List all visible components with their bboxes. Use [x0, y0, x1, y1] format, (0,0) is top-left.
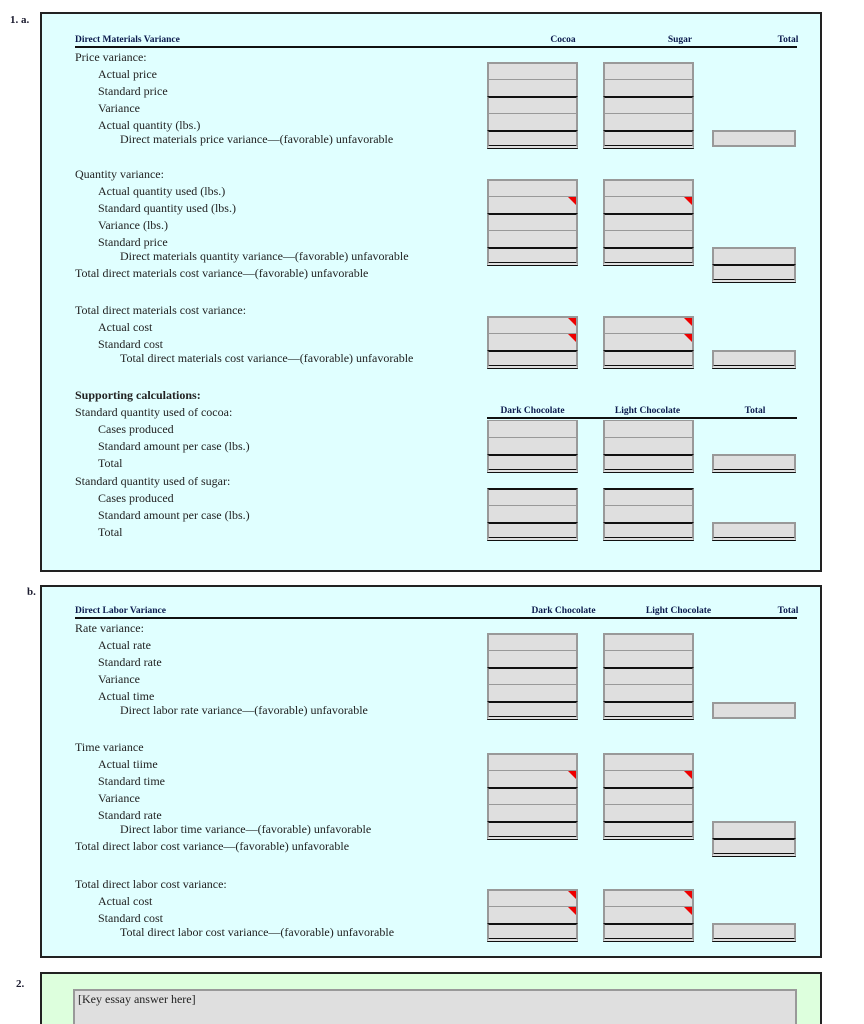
- comment-flag-icon[interactable]: [568, 891, 576, 899]
- cocoa-quantity-inputs: [487, 179, 578, 266]
- input-cell[interactable]: [603, 667, 694, 684]
- section-title: Standard quantity used of cocoa:: [75, 405, 233, 419]
- input-cell[interactable]: [603, 650, 694, 667]
- col-header-cocoa: Cocoa: [550, 35, 576, 45]
- total-cocoa-input: [712, 454, 796, 473]
- table-header: [75, 601, 797, 619]
- result-label: Total direct labor cost variance—(favorable) unfavorable: [120, 925, 395, 939]
- input-cell[interactable]: [712, 264, 796, 283]
- input-cell[interactable]: [603, 247, 694, 266]
- input-cell[interactable]: [487, 247, 578, 266]
- row-label: Standard price: [98, 84, 168, 98]
- comment-flag-icon[interactable]: [568, 334, 576, 342]
- result-label: Total direct materials cost variance—(favorable) unfavorable: [120, 351, 414, 365]
- input-cell[interactable]: [712, 247, 796, 264]
- input-cell[interactable]: [487, 62, 578, 79]
- input-cell[interactable]: [712, 454, 796, 473]
- input-cell[interactable]: [603, 522, 694, 541]
- row-label: Standard time: [98, 774, 165, 788]
- input-cell[interactable]: [603, 213, 694, 230]
- result-label: Direct labor rate variance—(favorable) unfavorable: [120, 703, 368, 717]
- input-cell[interactable]: [487, 350, 578, 369]
- input-cell[interactable]: [603, 113, 694, 130]
- row-label: Standard rate: [98, 655, 162, 669]
- input-cell[interactable]: [487, 753, 578, 770]
- input-cell[interactable]: [487, 650, 578, 667]
- total-cost-input: [712, 350, 796, 369]
- input-cell[interactable]: [487, 667, 578, 684]
- sugar-price-inputs: [603, 62, 694, 149]
- input-cell[interactable]: [603, 770, 694, 787]
- input-cell[interactable]: [487, 633, 578, 650]
- input-cell[interactable]: [487, 113, 578, 130]
- input-cell[interactable]: [487, 230, 578, 247]
- input-cell[interactable]: [487, 420, 578, 437]
- input-cell[interactable]: [487, 684, 578, 701]
- input-cell[interactable]: [603, 333, 694, 350]
- total-rate-input: [712, 702, 796, 719]
- total-time-inputs: [712, 821, 796, 857]
- input-cell[interactable]: [603, 130, 694, 149]
- input-cell[interactable]: [487, 923, 578, 942]
- total-sugar-input: [712, 522, 796, 541]
- comment-flag-icon[interactable]: [684, 318, 692, 326]
- row-label: Variance: [98, 101, 140, 115]
- table-title: Direct Materials Variance: [75, 35, 180, 45]
- dark-cocoa-inputs: [487, 420, 578, 473]
- result-label: Direct labor time variance—(favorable) unfavorable: [120, 822, 372, 836]
- question-1b-label: b.: [27, 586, 36, 598]
- input-cell[interactable]: [603, 787, 694, 804]
- input-cell[interactable]: [487, 196, 578, 213]
- result-label: Direct materials quantity variance—(favorable) unfavorable: [120, 249, 409, 263]
- direct-materials-panel: [40, 12, 822, 572]
- input-cell[interactable]: [603, 96, 694, 113]
- input-cell[interactable]: [487, 333, 578, 350]
- row-label: Standard amount per case (lbs.): [98, 508, 250, 522]
- col-header-total: Total: [777, 606, 799, 616]
- comment-flag-icon[interactable]: [684, 907, 692, 915]
- input-cell[interactable]: [487, 437, 578, 454]
- comment-flag-icon[interactable]: [568, 907, 576, 915]
- input-cell[interactable]: [487, 701, 578, 720]
- input-cell[interactable]: [603, 633, 694, 650]
- input-cell[interactable]: [487, 316, 578, 333]
- row-label: Cases produced: [98, 422, 174, 436]
- essay-answer-input[interactable]: [Key essay answer here]: [73, 989, 797, 1024]
- row-label: Actual quantity (lbs.): [98, 118, 201, 132]
- light-cost-inputs: [603, 889, 694, 942]
- direct-labor-panel: [40, 585, 822, 958]
- input-cell[interactable]: [487, 821, 578, 840]
- question-2-label: 2.: [16, 978, 25, 990]
- question-1a-label: 1. a.: [10, 14, 30, 26]
- comment-flag-icon[interactable]: [568, 771, 576, 779]
- essay-panel: [40, 972, 822, 1024]
- light-time-inputs: [603, 753, 694, 840]
- input-cell[interactable]: [487, 787, 578, 804]
- row-label: Standard price: [98, 235, 168, 249]
- input-cell[interactable]: [712, 522, 796, 541]
- row-label: Standard amount per case (lbs.): [98, 439, 250, 453]
- input-cell[interactable]: [487, 889, 578, 906]
- input-cell[interactable]: [487, 906, 578, 923]
- input-cell[interactable]: [603, 437, 694, 454]
- col-header-total: Total: [777, 35, 799, 45]
- input-cell[interactable]: [603, 804, 694, 821]
- light-rate-inputs: [603, 633, 694, 720]
- row-label: Actual cost: [98, 320, 153, 334]
- row-label: Actual price: [98, 67, 157, 81]
- row-label: Actual rate: [98, 638, 151, 652]
- light-cocoa-inputs: [603, 420, 694, 473]
- input-cell[interactable]: [603, 821, 694, 840]
- input-cell[interactable]: [603, 923, 694, 942]
- input-cell[interactable]: [603, 889, 694, 906]
- row-label: Actual tiime: [98, 757, 158, 771]
- input-cell[interactable]: [487, 770, 578, 787]
- input-cell[interactable]: [712, 350, 796, 369]
- input-cell[interactable]: [487, 179, 578, 196]
- row-label: Variance: [98, 672, 140, 686]
- input-cell[interactable]: [603, 684, 694, 701]
- input-cell[interactable]: [603, 316, 694, 333]
- row-label: Actual quantity used (lbs.): [98, 184, 226, 198]
- input-cell[interactable]: [487, 454, 578, 473]
- input-cell[interactable]: [487, 505, 578, 522]
- row-label: Standard quantity used (lbs.): [98, 201, 236, 215]
- dark-rate-inputs: [487, 633, 578, 720]
- input-cell[interactable]: [603, 701, 694, 720]
- comment-flag-icon[interactable]: [684, 771, 692, 779]
- light-sugar-inputs: [603, 488, 694, 541]
- col-header-dark-chocolate: Dark Chocolate: [531, 606, 596, 616]
- input-cell[interactable]: [712, 838, 796, 857]
- comment-flag-icon[interactable]: [684, 891, 692, 899]
- row-label: Actual cost: [98, 894, 153, 908]
- supporting-title: Supporting calculations:: [75, 388, 201, 402]
- row-label: Variance: [98, 791, 140, 805]
- input-cell[interactable]: [712, 130, 796, 147]
- table-header: [75, 30, 797, 48]
- input-cell[interactable]: [487, 522, 578, 541]
- total-labor-cost-input: [712, 923, 796, 942]
- total-quantity-inputs: [712, 247, 796, 283]
- row-label: Standard cost: [98, 337, 163, 351]
- section-title: Total direct labor cost variance:: [75, 877, 227, 891]
- cocoa-cost-inputs: [487, 316, 578, 369]
- row-label: Cases produced: [98, 491, 174, 505]
- section-title: Rate variance:: [75, 621, 144, 635]
- row-label: Standard rate: [98, 808, 162, 822]
- input-cell[interactable]: [603, 196, 694, 213]
- total-label: Total direct materials cost variance—(favorable) unfavorable: [75, 266, 369, 280]
- input-cell[interactable]: [603, 230, 694, 247]
- input-cell[interactable]: [603, 753, 694, 770]
- input-cell[interactable]: [603, 505, 694, 522]
- section-title: Quantity variance:: [75, 167, 164, 181]
- comment-flag-icon[interactable]: [684, 197, 692, 205]
- row-label: Total: [98, 525, 123, 539]
- sugar-cost-inputs: [603, 316, 694, 369]
- sugar-quantity-inputs: [603, 179, 694, 266]
- input-cell[interactable]: [487, 79, 578, 96]
- row-label: Variance (lbs.): [98, 218, 168, 232]
- section-title: Price variance:: [75, 50, 147, 64]
- dark-time-inputs: [487, 753, 578, 840]
- comment-flag-icon[interactable]: [684, 334, 692, 342]
- input-cell[interactable]: [487, 488, 578, 505]
- col-header-sugar: Sugar: [667, 35, 693, 45]
- input-cell[interactable]: [487, 130, 578, 149]
- input-cell[interactable]: [603, 488, 694, 505]
- input-cell[interactable]: [712, 821, 796, 838]
- table-title: Direct Labor Variance: [75, 606, 166, 616]
- input-cell[interactable]: [603, 906, 694, 923]
- row-label: Actual time: [98, 689, 155, 703]
- cocoa-price-inputs: [487, 62, 578, 149]
- input-cell[interactable]: [603, 350, 694, 369]
- input-cell[interactable]: [603, 420, 694, 437]
- col-header-light-chocolate: Light Chocolate: [614, 406, 681, 416]
- col-header-light-chocolate: Light Chocolate: [645, 606, 712, 616]
- col-header-total: Total: [744, 406, 766, 416]
- input-cell[interactable]: [603, 179, 694, 196]
- input-cell[interactable]: [712, 702, 796, 719]
- input-cell[interactable]: [712, 923, 796, 942]
- input-cell[interactable]: [487, 213, 578, 230]
- input-cell[interactable]: [603, 79, 694, 96]
- comment-flag-icon[interactable]: [568, 318, 576, 326]
- dark-sugar-inputs: [487, 488, 578, 541]
- dark-cost-inputs: [487, 889, 578, 942]
- supporting-header: [487, 403, 797, 419]
- section-title: Time variance: [75, 740, 144, 754]
- result-label: Direct materials price variance—(favorable) unfavorable: [120, 132, 394, 146]
- row-label: Total: [98, 456, 123, 470]
- input-cell[interactable]: [487, 96, 578, 113]
- input-cell[interactable]: [603, 454, 694, 473]
- input-cell[interactable]: [603, 62, 694, 79]
- total-label: Total direct labor cost variance—(favorable) unfavorable: [75, 839, 350, 853]
- section-title: Total direct materials cost variance:: [75, 303, 247, 317]
- input-cell[interactable]: [487, 804, 578, 821]
- section-title: Standard quantity used of sugar:: [75, 474, 231, 488]
- total-price-input: [712, 130, 796, 147]
- comment-flag-icon[interactable]: [568, 197, 576, 205]
- col-header-dark-chocolate: Dark Chocolate: [500, 406, 565, 416]
- row-label: Standard cost: [98, 911, 163, 925]
